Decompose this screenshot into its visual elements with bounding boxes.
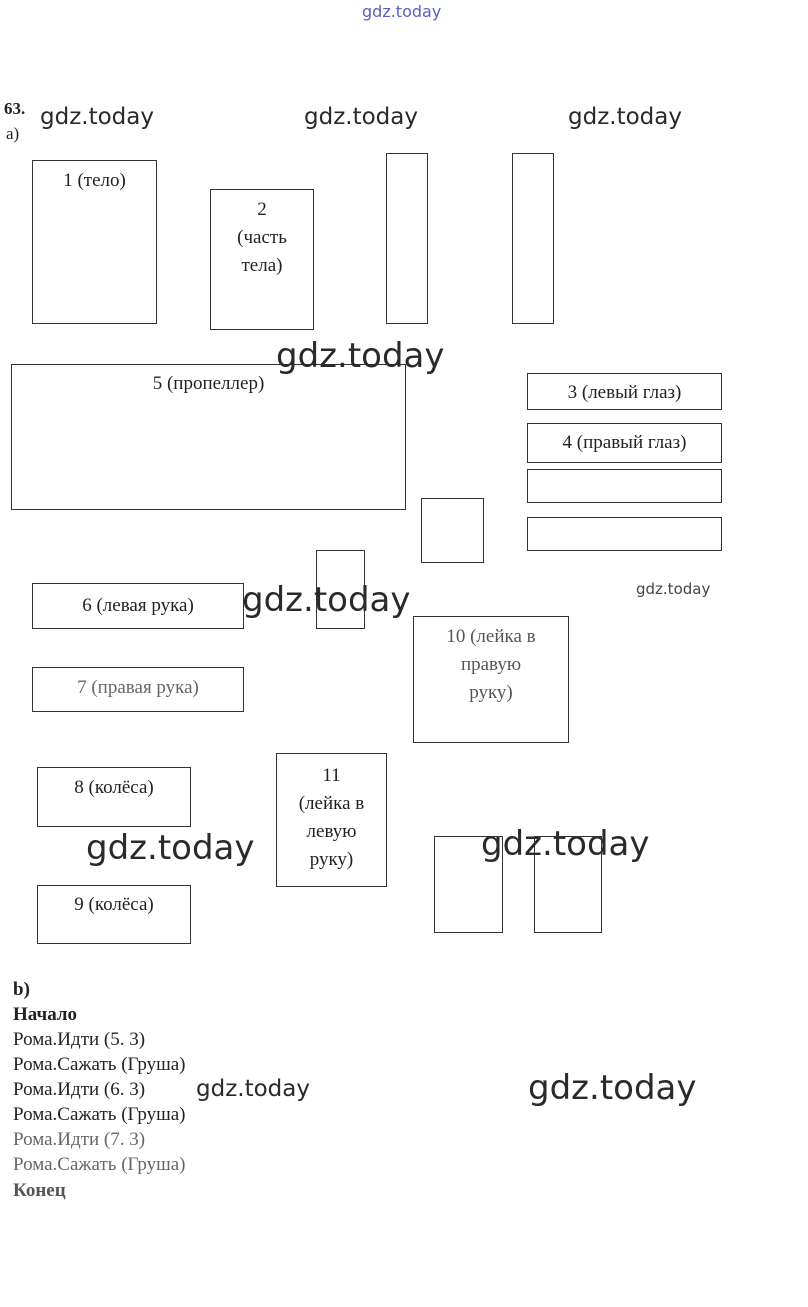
box-8-label: 8 (колёса) [74, 777, 154, 798]
box-11-label-line2: (лейка в [298, 793, 365, 814]
box-6-label: 6 (левая рука) [82, 595, 194, 616]
program-line: Рома.Сажать (Груша) [13, 1154, 186, 1175]
box-5-propeller [11, 364, 406, 510]
watermark: gdz.today [276, 336, 445, 376]
box-4-right-eye [527, 423, 722, 463]
watermark: gdz.today [242, 580, 411, 620]
program-line: Рома.Сажать (Груша) [13, 1104, 186, 1125]
empty-tall-box [386, 153, 428, 324]
program-line: Рома.Идти (7. 3) [13, 1129, 146, 1150]
empty-tall-box [512, 153, 554, 324]
watermark: gdz.today [481, 824, 650, 864]
watermark: gdz.today [304, 104, 418, 130]
empty-tall-box [534, 836, 602, 933]
box-10-label-line2: правую [460, 654, 522, 675]
program-line: Рома.Сажать (Груша) [13, 1054, 186, 1075]
program-line: Рома.Идти (6. 3) [13, 1079, 146, 1100]
box-10-watering-can-right [413, 616, 569, 743]
box-9-wheels [37, 885, 191, 944]
watermark: gdz.today [568, 104, 682, 130]
part-b-label: b) [13, 979, 30, 1000]
watermark: gdz.today [636, 580, 711, 598]
box-10-label-line3: руку) [469, 682, 513, 703]
box-10-label-line1: 10 (лейка в [446, 626, 536, 647]
box-1-label: 1 (тело) [63, 170, 126, 191]
watermark: gdz.today [196, 1076, 310, 1102]
watermark: gdz.today [86, 828, 255, 868]
box-11-label-line1: 11 [322, 765, 341, 786]
task-number: 63. [4, 99, 26, 118]
empty-wide-box [527, 469, 722, 503]
empty-wide-box [527, 517, 722, 551]
box-7-label: 7 (правая рука) [77, 677, 199, 698]
empty-square-box [421, 498, 484, 563]
box-2-label-line1: 2 [257, 199, 267, 220]
box-11-label-line3: левую [306, 821, 357, 842]
header-watermark[interactable]: gdz.today [362, 2, 442, 21]
part-a-label: a) [6, 124, 20, 143]
box-2-label-line3: тела) [241, 255, 283, 276]
box-9-label: 9 (колёса) [74, 894, 154, 915]
watermark: gdz.today [528, 1068, 697, 1108]
program-end: Конец [13, 1180, 66, 1201]
box-2-label-line2: (часть [237, 227, 287, 248]
watermark: gdz.today [40, 104, 154, 130]
box-3-label: 3 (левый глаз) [567, 382, 682, 403]
box-2-body-part [210, 189, 314, 330]
empty-tall-box [434, 836, 503, 933]
box-5-label: 5 (пропеллер) [152, 373, 265, 394]
box-4-label: 4 (правый глаз) [562, 432, 687, 453]
box-11-watering-can-left [276, 753, 387, 887]
box-1-body [32, 160, 157, 324]
box-7-right-arm [32, 667, 244, 712]
program-line: Рома.Идти (5. 3) [13, 1029, 146, 1050]
box-11-label-line4: руку) [309, 849, 354, 870]
box-8-wheels [37, 767, 191, 827]
box-3-left-eye [527, 373, 722, 410]
box-6-left-arm [32, 583, 244, 629]
program-start: Начало [13, 1004, 78, 1025]
